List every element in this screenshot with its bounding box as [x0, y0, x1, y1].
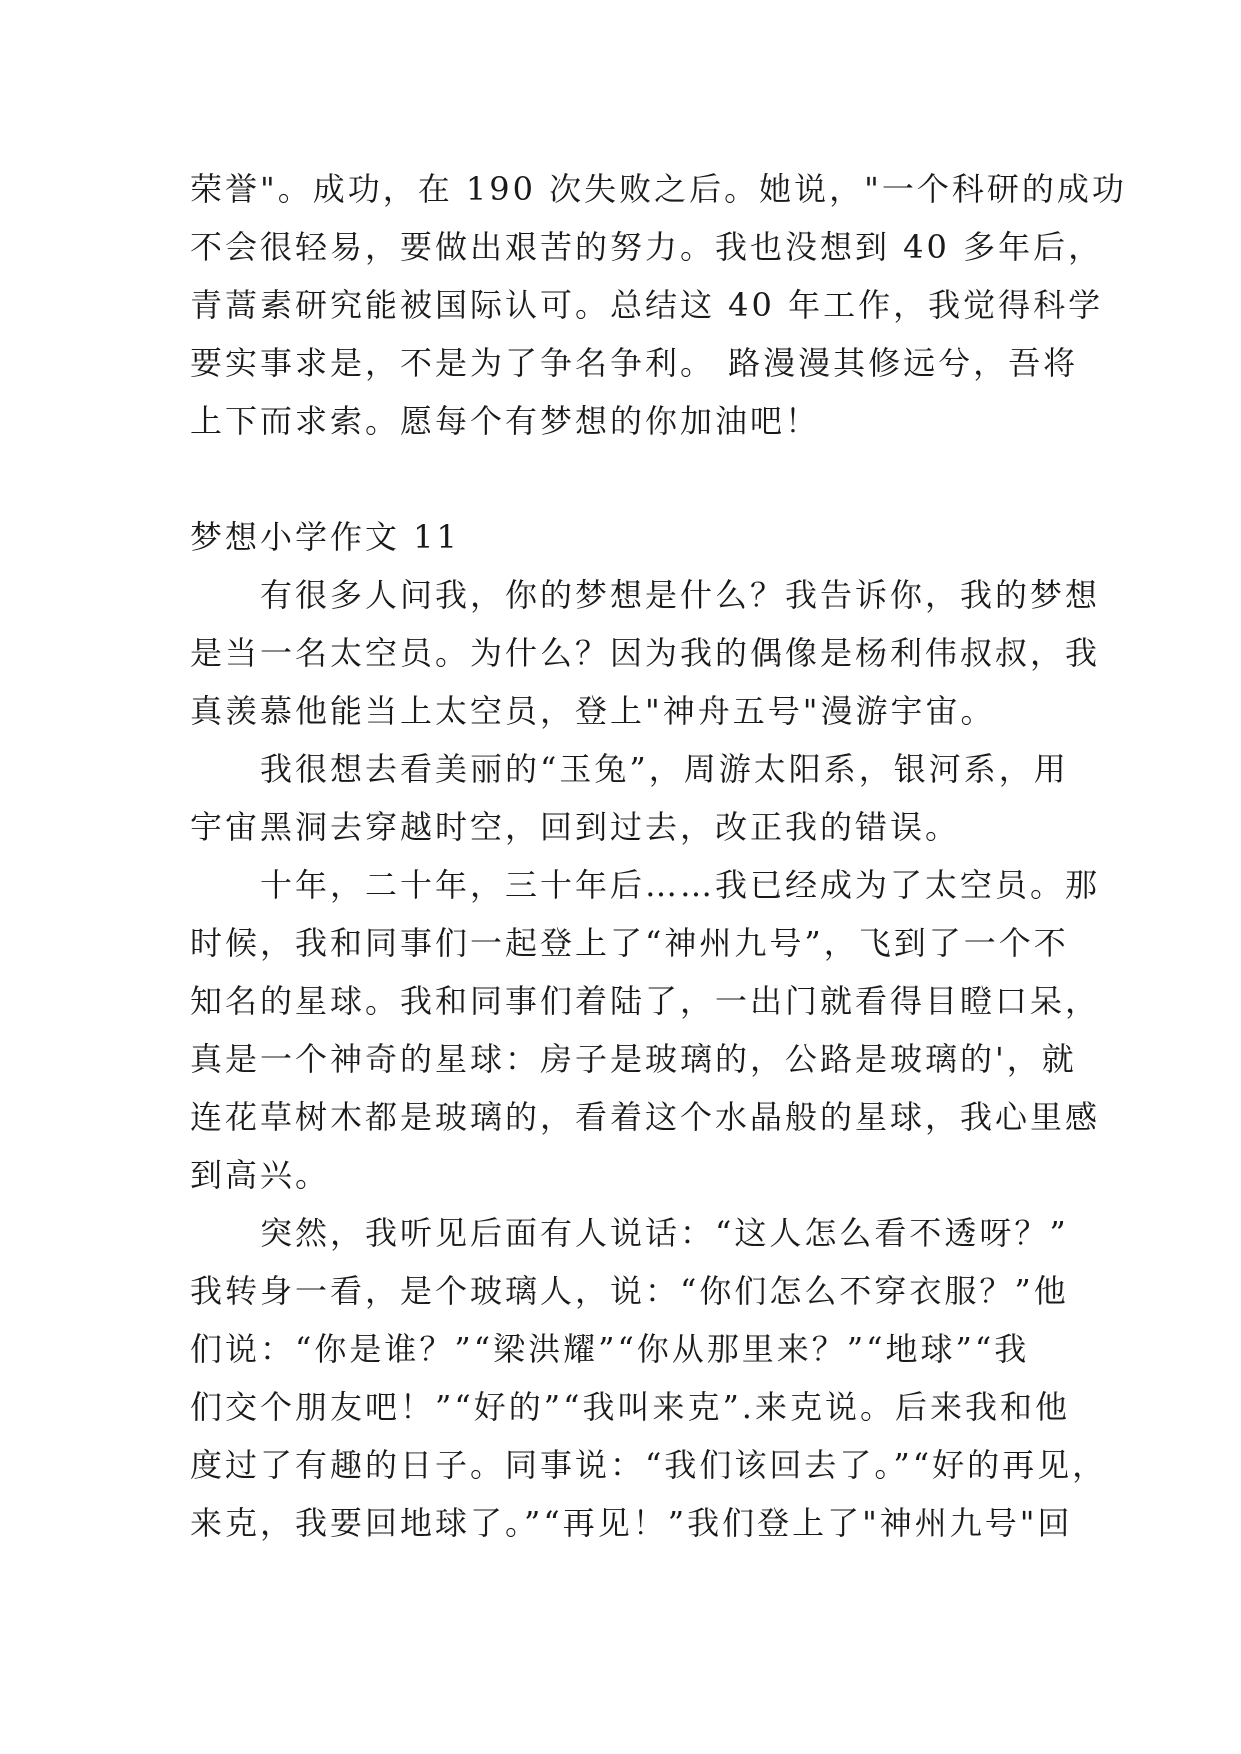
article-title: 梦想小学作文 11	[190, 518, 460, 556]
text-line: 不会很轻易，要做出艰苦的努力。我也没想到 40 多年后，	[190, 228, 1104, 266]
text-line: 真羡慕他能当上太空员，登上"神舟五号"漫游宇宙。	[190, 692, 996, 730]
text-line: 突然，我听见后面有人说话：“这人怎么看不透呀？”	[190, 1214, 1069, 1252]
text-line: 我很想去看美丽的“玉兔”，周游太阳系，银河系，用	[190, 750, 1069, 788]
text-line: 真是一个神奇的星球：房子是玻璃的，公路是玻璃的'，就	[190, 1040, 1077, 1078]
text-line: 们交个朋友吧！”“好的”“我叫来克”.来克说。后来我和他	[190, 1388, 1070, 1426]
text-line: 上下而求索。愿每个有梦想的你加油吧！	[190, 402, 821, 440]
text-line: 是当一名太空员。为什么？因为我的偶像是杨利伟叔叔，我	[190, 634, 1101, 672]
text-line: 时候，我和同事们一起登上了“神州九号”，飞到了一个不	[190, 924, 1069, 962]
text-line: 们说：“你是谁？”“梁洪耀”“你从那里来？”“地球”“我	[190, 1330, 1030, 1368]
text-line: 到高兴。	[190, 1156, 331, 1194]
document-page	[190, 160, 1127, 1552]
text-line: 有很多人问我，你的梦想是什么？我告诉你，我的梦想	[190, 576, 1101, 614]
text-line: 连花草树木都是玻璃的，看着这个水晶般的星球，我心里感	[190, 1098, 1101, 1136]
section-gap	[190, 450, 1050, 508]
text-line: 度过了有趣的日子。同事说：“我们该回去了。”“好的再见，	[190, 1446, 1108, 1484]
text-line: 青蒿素研究能被国际认可。总结这 40 年工作，我觉得科学	[190, 286, 1104, 324]
text-line: 要实事求是，不是为了争名争利。 路漫漫其修远兮，吾将	[190, 344, 1079, 382]
text-line: 十年，二十年，三十年后……我已经成为了太空员。那	[190, 866, 1101, 904]
text-line: 荣誉"。成功，在 190 次失败之后。她说，"一个科研的成功	[190, 170, 1127, 208]
text-line: 来克，我要回地球了。”“再见！”我们登上了"神州九号"回	[190, 1504, 1073, 1542]
text-line: 宇宙黑洞去穿越时空，回到过去，改正我的错误。	[190, 808, 961, 846]
text-line: 我转身一看，是个玻璃人，说：“你们怎么不穿衣服？”他	[190, 1272, 1069, 1310]
text-line: 知名的星球。我和同事们着陆了，一出门就看得目瞪口呆，	[190, 982, 1101, 1020]
